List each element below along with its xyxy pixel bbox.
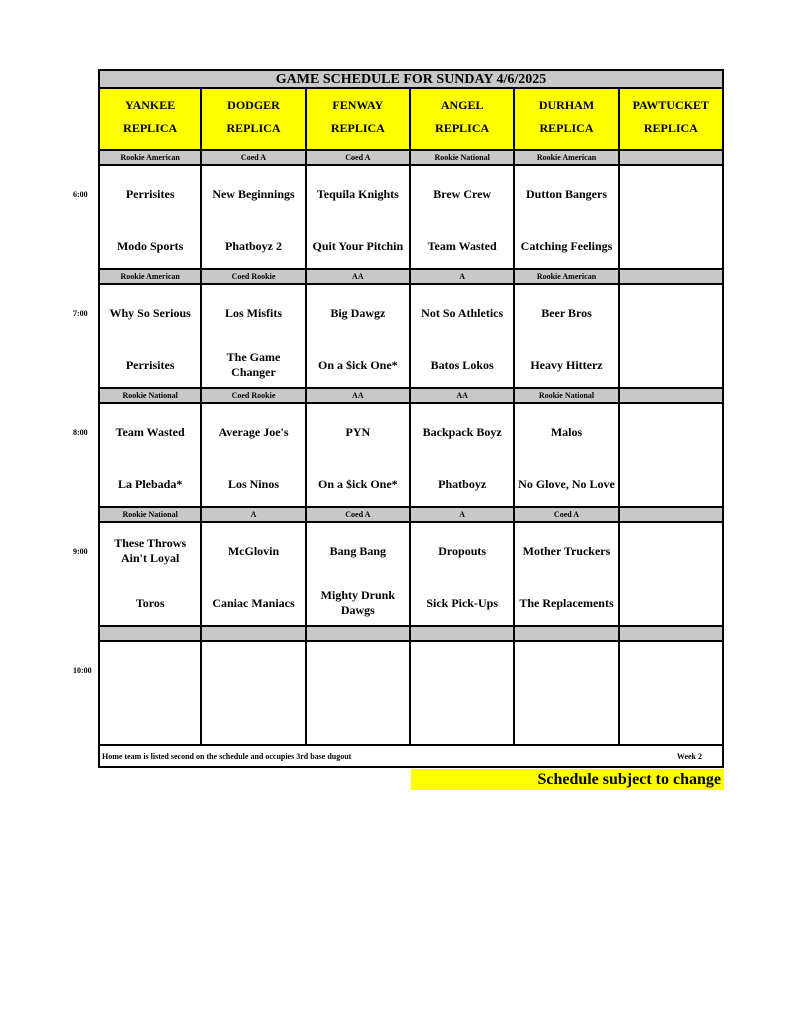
schedule-disclaimer: Schedule subject to change — [411, 769, 724, 790]
game-cell — [620, 523, 724, 627]
game-cell-empty — [620, 642, 724, 746]
time-label: 9:00 — [73, 547, 88, 556]
game-cell — [202, 285, 306, 389]
division-label: Rookie American — [515, 151, 619, 166]
division-label — [620, 151, 724, 166]
home-team: Phatboyz 2 — [224, 238, 282, 253]
home-team: Sick Pick-Ups — [426, 595, 498, 610]
game-cell — [202, 166, 306, 270]
division-label-empty — [202, 627, 306, 642]
time-label: 7:00 — [73, 309, 88, 318]
division-label — [620, 270, 724, 285]
field-header — [620, 89, 724, 151]
division-label: AA — [411, 389, 515, 404]
division-label: Coed A — [202, 151, 306, 166]
schedule-footer — [98, 746, 724, 768]
home-team: Team Wasted — [427, 238, 497, 253]
home-team: Toros — [135, 595, 165, 610]
division-label: Coed A — [307, 151, 411, 166]
division-row — [98, 389, 724, 404]
game-cell-empty — [98, 642, 202, 746]
division-label: Coed Rookie — [202, 270, 306, 285]
game-cell — [411, 285, 515, 389]
home-team: Batos Lokos — [430, 357, 494, 372]
division-label — [620, 508, 724, 523]
game-cell — [620, 285, 724, 389]
game-row — [98, 523, 724, 627]
visiting-team: PYN — [345, 424, 371, 439]
home-team: No Glove, No Love — [518, 476, 615, 491]
home-team: Caniac Maniacs — [212, 595, 295, 610]
home-team: Phatboyz — [438, 476, 487, 491]
visiting-team: Perrisites — [125, 186, 175, 201]
game-cell — [98, 166, 202, 270]
visiting-team: Mother Truckers — [522, 543, 611, 558]
game-cell — [620, 404, 724, 508]
field-name: DURHAM — [538, 98, 595, 112]
game-cell — [620, 166, 724, 270]
game-cell — [411, 404, 515, 508]
home-team: Perrisites — [125, 357, 175, 372]
game-cell — [411, 166, 515, 270]
visiting-team — [620, 414, 722, 450]
home-team: On a $ick One* — [317, 476, 398, 491]
visiting-team: McGlovin — [227, 543, 280, 558]
home-team: The Game Changer — [226, 350, 281, 379]
game-cell — [98, 404, 202, 508]
visiting-team: Big Dawgz — [330, 305, 386, 320]
game-cell — [307, 523, 411, 627]
division-label — [620, 389, 724, 404]
division-label-empty — [411, 627, 515, 642]
game-cell — [307, 166, 411, 270]
empty-game-row — [98, 642, 724, 746]
division-label: AA — [307, 270, 411, 285]
game-cell-empty — [411, 642, 515, 746]
home-team: Catching Feelings — [520, 238, 613, 253]
division-row — [98, 151, 724, 166]
field-header — [98, 89, 202, 151]
game-cell — [98, 523, 202, 627]
visiting-team: Bang Bang — [329, 543, 386, 558]
field-name: DODGER — [227, 98, 280, 112]
home-team — [620, 347, 722, 383]
game-cell — [202, 404, 306, 508]
division-label-empty — [620, 627, 724, 642]
field-subname: REPLICA — [643, 121, 698, 135]
field-header — [307, 89, 411, 151]
game-cell — [515, 166, 619, 270]
field-header — [515, 89, 619, 151]
home-team — [620, 466, 722, 502]
field-header-row — [98, 89, 724, 151]
division-label-empty — [98, 627, 202, 642]
game-cell — [202, 523, 306, 627]
division-label: Rookie National — [515, 389, 619, 404]
home-team — [620, 228, 722, 264]
visiting-team: Average Joe's — [218, 424, 289, 439]
visiting-team: Los Misfits — [224, 305, 282, 320]
game-cell — [411, 523, 515, 627]
game-cell — [515, 285, 619, 389]
game-row — [98, 166, 724, 270]
division-label: Coed Rookie — [202, 389, 306, 404]
home-team: Heavy Hitterz — [530, 357, 603, 372]
time-slots — [98, 151, 724, 627]
visiting-team: New Beginnings — [212, 186, 295, 201]
visiting-team: Tequila Knights — [316, 186, 399, 201]
division-label: A — [411, 508, 515, 523]
division-label: AA — [307, 389, 411, 404]
home-team: Los Ninos — [227, 476, 279, 491]
field-name: YANKEE — [125, 98, 176, 112]
division-label: Rookie National — [98, 389, 202, 404]
game-cell-empty — [202, 642, 306, 746]
time-label: 10:00 — [73, 666, 92, 675]
home-team: Modo Sports — [116, 238, 184, 253]
field-name: PAWTUCKET — [632, 98, 710, 112]
game-cell — [515, 404, 619, 508]
division-label: Rookie National — [411, 151, 515, 166]
field-subname: REPLICA — [435, 121, 490, 135]
visiting-team: Beer Bros — [541, 305, 592, 320]
visiting-team: Dropouts — [438, 543, 487, 558]
home-team: On a $ick One* — [317, 357, 398, 372]
division-row-empty — [98, 627, 724, 642]
schedule-title: GAME SCHEDULE FOR SUNDAY 4/6/2025 — [98, 69, 724, 89]
time-label: 8:00 — [73, 428, 88, 437]
division-label-empty — [515, 627, 619, 642]
field-name: ANGEL — [440, 98, 484, 112]
visiting-team: Malos — [550, 424, 583, 439]
game-cell — [515, 523, 619, 627]
visiting-team — [620, 176, 722, 212]
visiting-team: Brew Crew — [433, 186, 492, 201]
home-team — [620, 585, 722, 621]
game-cell — [307, 285, 411, 389]
game-cell — [307, 404, 411, 508]
home-team: Quit Your Pitchin — [312, 238, 404, 253]
game-cell-empty — [307, 642, 411, 746]
home-team-note: Home team is listed second on the schedule and occupies 3rd base dugout — [102, 752, 352, 761]
time-label: 6:00 — [73, 190, 88, 199]
division-label: Rookie National — [98, 508, 202, 523]
field-subname: REPLICA — [539, 121, 594, 135]
field-name: FENWAY — [332, 98, 384, 112]
home-team: La Plebada* — [117, 476, 183, 491]
visiting-team: Dutton Bangers — [525, 186, 607, 201]
week-label: Week 2 — [676, 752, 702, 761]
division-label: A — [202, 508, 306, 523]
visiting-team: Backpack Boyz — [422, 424, 502, 439]
home-team: Mighty Drunk Dawgs — [320, 588, 395, 617]
schedule-sheet — [98, 69, 724, 768]
game-cell — [98, 285, 202, 389]
visiting-team: These Throws Ain't Loyal — [114, 536, 187, 565]
division-label: Rookie American — [98, 270, 202, 285]
division-row — [98, 270, 724, 285]
visiting-team: Not So Athletics — [421, 305, 504, 320]
field-subname: REPLICA — [330, 121, 385, 135]
division-label: Rookie American — [98, 151, 202, 166]
field-header — [202, 89, 306, 151]
division-row — [98, 508, 724, 523]
visiting-team — [620, 295, 722, 331]
division-label: A — [411, 270, 515, 285]
division-label: Coed A — [515, 508, 619, 523]
game-cell-empty — [515, 642, 619, 746]
visiting-team: Why So Serious — [109, 305, 191, 320]
division-label-empty — [307, 627, 411, 642]
visiting-team: Team Wasted — [115, 424, 185, 439]
field-subname: REPLICA — [226, 121, 281, 135]
game-row — [98, 285, 724, 389]
field-header — [411, 89, 515, 151]
field-subname: REPLICA — [123, 121, 178, 135]
division-label: Rookie American — [515, 270, 619, 285]
visiting-team — [620, 533, 722, 569]
division-label: Coed A — [307, 508, 411, 523]
home-team: The Replacements — [519, 595, 614, 610]
game-row — [98, 404, 724, 508]
